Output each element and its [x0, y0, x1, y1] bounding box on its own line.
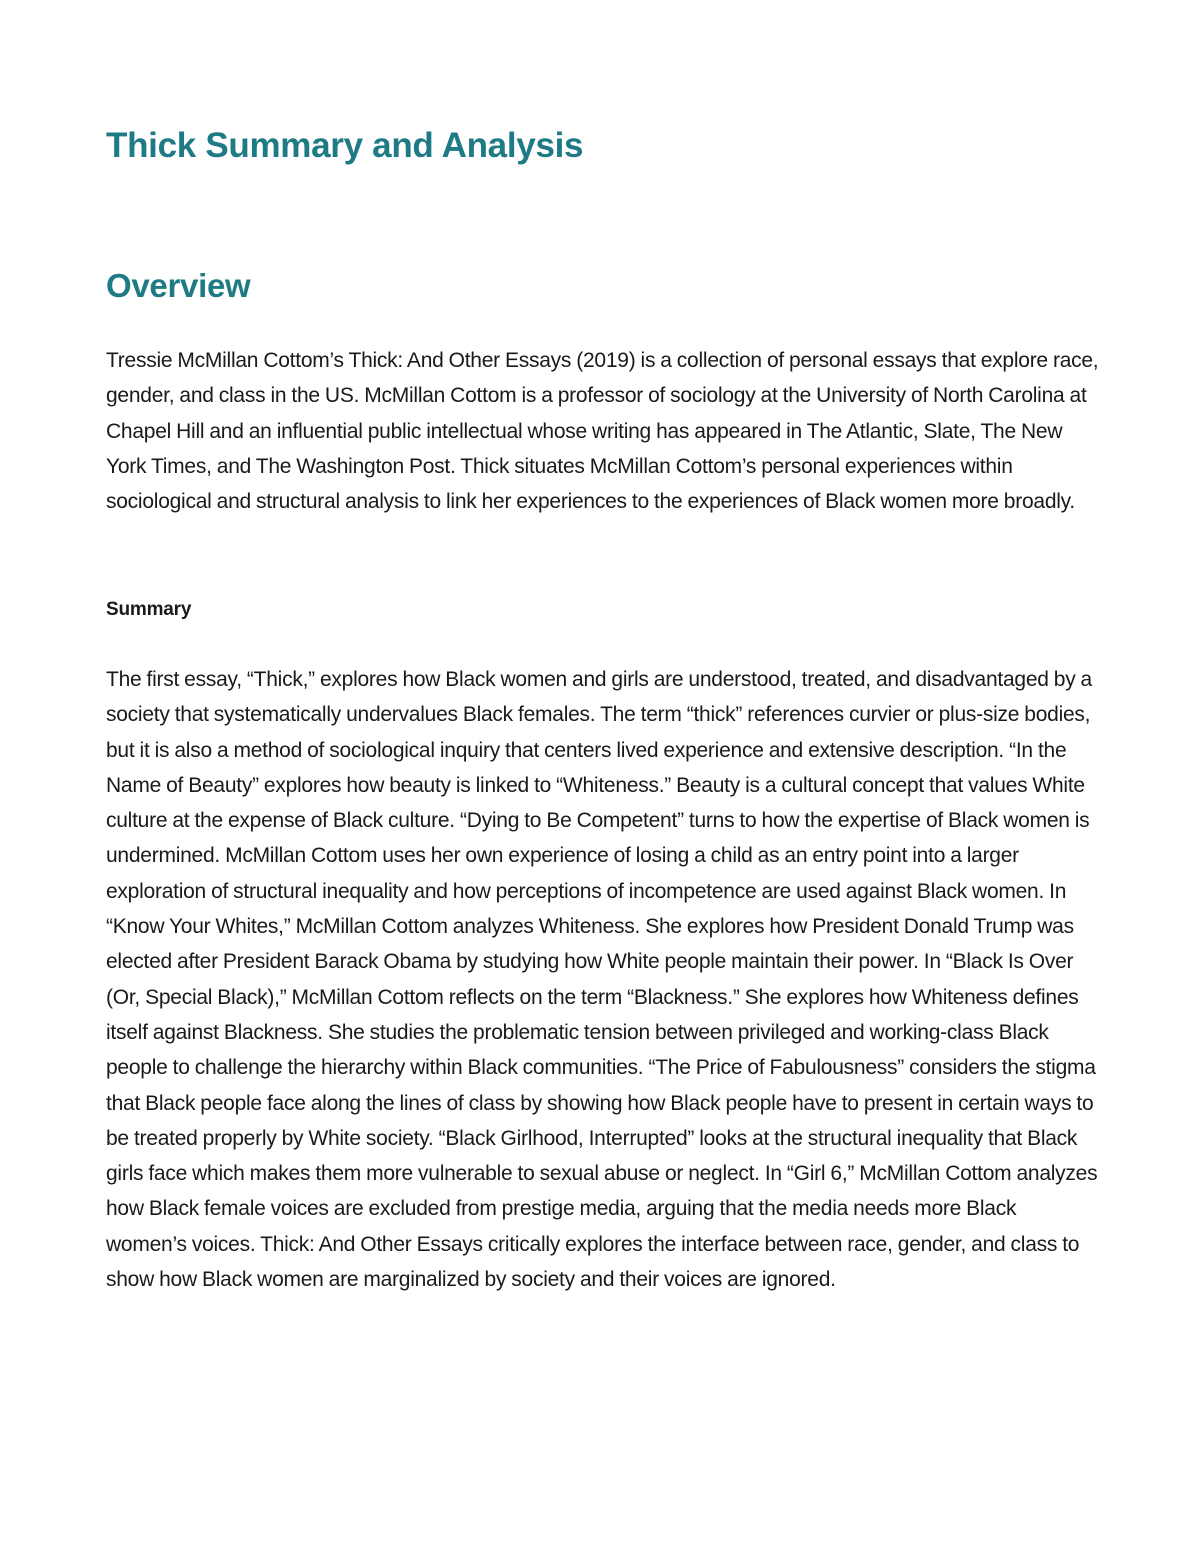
summary-heading: Summary — [106, 599, 192, 620]
overview-paragraph: Tressie McMillan Cottom’s Thick: And Other Essays (2019) is a collection of personal essays that explore race, gender, and class in the US. McMillan Cottom is a professor of sociology at the University of North Carolina at Chapel Hill and an influential public intellectual whose writing has appeared in The Atlantic, Slate, The New York Times, and The Washington Post. Thick situates McMillan Cottom’s personal experiences within sociological and structural analysis to link her experiences to the experiences of Black women more broadly. — [106, 349, 1099, 514]
overview-heading: Overview — [106, 267, 251, 304]
summary-paragraph: The first essay, “Thick,” explores how Black women and girls are understood, treated, and disadvantaged by a society that systematically undervalues Black females. The term “thick” references curvier or plus-size bodies, but it is also a method of sociological inquiry that centers lived experience and extensive description. “In the Name of Beauty” explores how beauty is linked to “Whiteness.” Beauty is a cultural concept that values White culture at the expense of Black culture. “Dying to Be Competent” turns to how the expertise of Black women is undermined. McMillan Cottom uses her own experience of losing a child as an entry point into a larger exploration of structural inequality and how perceptions of incompetence are used against Black women. In “Know Your Whites,” McMillan Cottom analyzes Whiteness. She explores how President Donald Trump was elected after President Barack Obama by studying how White people maintain their power. In “Black Is Over (Or, Special Black),” McMillan Cottom reflects on the term “Blackness.” She explores how Whiteness defines itself against Blackness. She studies the problematic tension between privileged and working-class Black people to challenge the hierarchy within Black communities. “The Price of Fabulousness” considers the stigma that Black people face along the lines of class by showing how Black people have to present in certain ways to be treated properly by White society. “Black Girlhood, Interrupted” looks at the structural inequality that Black girls face which makes them more vulnerable to sexual abuse or neglect. In “Girl 6,” McMillan Cottom analyzes how Black female voices are excluded from prestige media, arguing that the media needs more Black women’s voices. Thick: And Other Essays critically explores the interface between race, gender, and class to show how Black women are marginalized by society and their voices are ignored. — [106, 668, 1098, 1292]
document-title: Thick Summary and Analysis — [106, 126, 584, 165]
